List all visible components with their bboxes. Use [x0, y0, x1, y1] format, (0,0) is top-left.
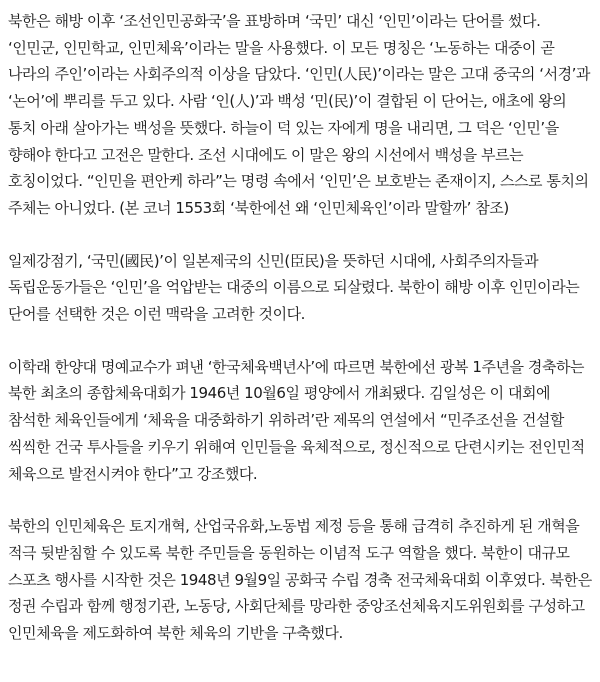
- article-paragraph: 일제강점기, ‘국민(國民)’이 일본제국의 신민(臣民)을 뜻하던 시대에, 사회주의자들과 독립운동가들은 ‘인민’을 억압받는 대중의 이름으로 되살렸다. 북한이 해방 이후 인민이라는 단어를 선택한 것은 이런 맥락을 고려한 것이다.: [8, 251, 580, 324]
- article-paragraph: 북한의 인민체육은 토지개혁, 산업국유화,노동법 제정 등을 통해 급격히 추진하게 된 개혁을 적극 뒷받침할 수 있도록 북한 주민들을 동원하는 이념적 도구 역할을 했다. 북한이 대규모 스포츠 행사를 시작한 것은 1948년 9월9일 공화국 수립 경축 전국체육대회 이후였다. 북한은 정권 수립과 함께 행정기관, 노동당, 사회단체를 망라한 중앙조선체육지도위원회를 구성하고 인민체육을 제도화하여 북한 체육의 기반을 구축했다.: [8, 517, 592, 643]
- article-paragraph: 이학래 한양대 명예교수가 펴낸 ‘한국체육백년사’에 따르면 북한에선 광복 1주년을 경축하는 북한 최초의 종합체육대회가 1946년 10월6일 평양에서 개최됐다. 김일성은 이 대회에 참석한 체육인들에게 ‘체육을 대중화하기 위하려’란 제목의 연설에서 “민주조선을 건설할 씩씩한 건국 투사들을 키우기 위해여 인민들을 육체적으로, 정신적으로 단련시키는 전인민적 체육으로 발전시켜야 한다”고 강조했다.: [8, 357, 585, 483]
- article-paragraph: 북한은 해방 이후 ‘조선인민공화국’을 표방하며 ‘국민’ 대신 ‘인민’이라는 단어를 썼다. ‘인민군, 인민학교, 인민체육’이라는 말을 사용했다. 이 모든 명칭은 ‘노동하는 대중이 곧 나라의 주인’이라는 사회주의적 이상을 담았다. ‘인민(人民)’이라는 말은 고대 중국의 ‘서경’과 ‘논어’에 뿌리를 두고 있다. 사람 ‘인(人)’과 백성 ‘민(民)’이 결합된 이 단어는, 애초에 왕의 통치 아래 살아가는 백성을 뜻했다. 하늘이 덕 있는 자에게 명을 내리면, 그 덕은 ‘인민’을 향해야 한다고 고전은 말한다. 조선 시대에도 이 말은 왕의 시선에서 백성을 부르는 호칭이었다. “인민을 편안케 하라”는 명령 속에서 ‘인민’은 보호받는 존재이지, 스스로 통치의 주체는 아니었다. (본 코너 1553회 ‘북한에선 왜 ‘인민체육인’이라 말할까’ 참조): [8, 12, 591, 217]
